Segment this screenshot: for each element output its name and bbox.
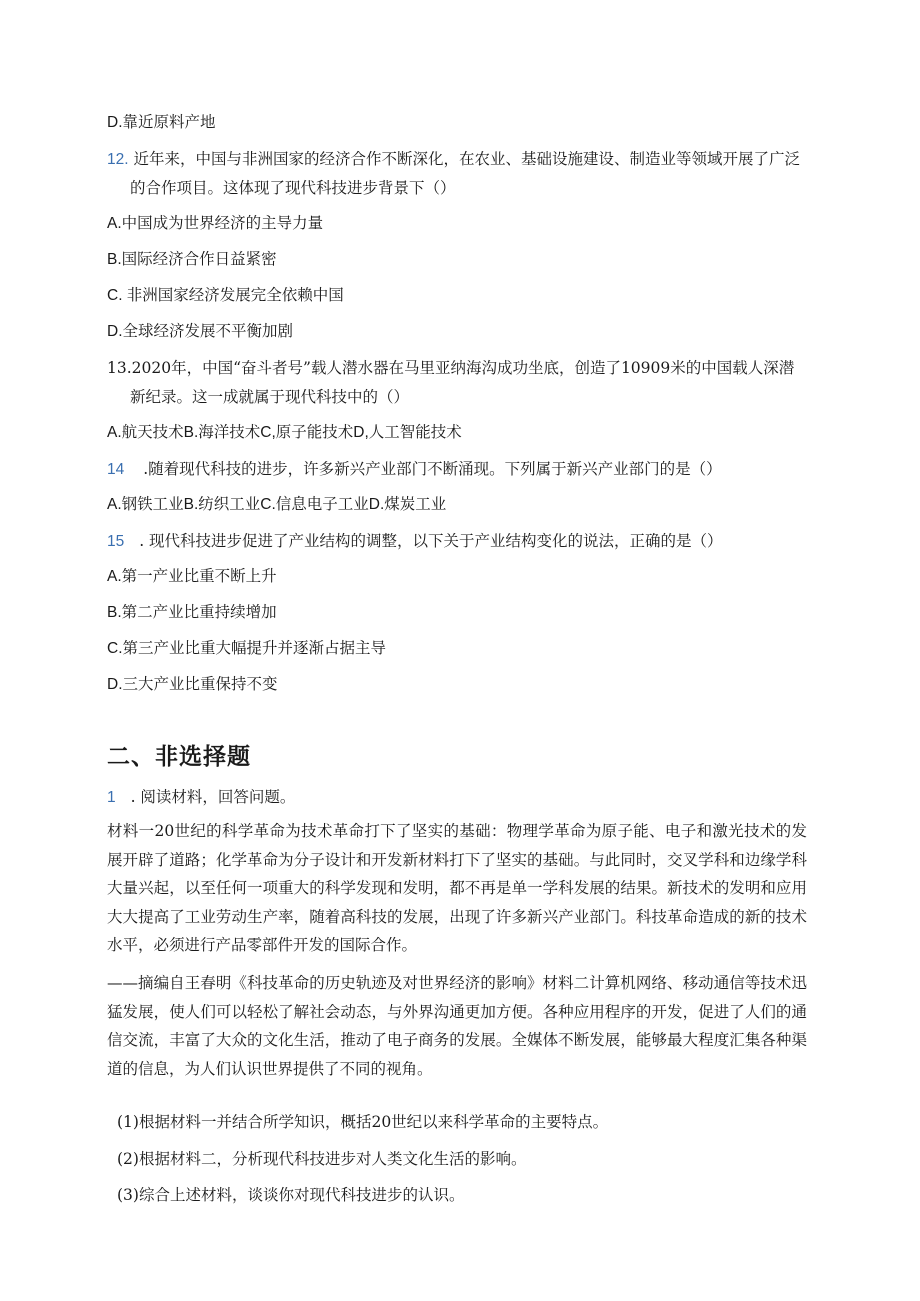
section-heading: 二、非选择题: [107, 744, 251, 770]
q12-stem-line2: 的合作项目。这体现了现代科技进步背景下（）: [130, 179, 456, 197]
q14-stem-text: .随着现代科技的进步，许多新兴产业部门不断涌现。下列属于新兴产业部门的是（）: [143, 460, 722, 478]
q13-stem-line2: 新纪录。这一成就属于现代科技中的（）: [130, 388, 410, 406]
section2-q1-stem: [107, 786, 295, 809]
q12-number: 12.: [107, 151, 129, 168]
q12-option-b: B.国际经济合作日益紧密: [107, 251, 277, 268]
q15-option-a: A.第一产业比重不断上升: [107, 568, 277, 585]
sub-question-2: (2)根据材料二，分析现代科技进步对人类文化生活的影响。: [117, 1150, 527, 1168]
q13-stem-line1: 13.2020年，中国“奋斗者号”载人潜水器在马里亚纳海沟成功坐底，创造了10909米的中国载人深潜: [107, 359, 795, 377]
q15-option-b: B.第二产业比重持续增加: [107, 604, 277, 621]
q12-option-d: D.全球经济发展不平衡加剧: [107, 323, 294, 340]
q14-number: 14: [107, 461, 125, 478]
q12-option-c: C. 非洲国家经济发展完全依赖中国: [107, 287, 344, 304]
sub-question-3: (3)综合上述材料，谈谈你对现代科技进步的认识。: [117, 1186, 465, 1204]
section2-q1-text: . 阅读材料，回答问题。: [130, 788, 296, 806]
q15-stem: [107, 530, 723, 553]
material-one: 材料一20世纪的科学革命为技术革命打下了坚实的基础：物理学革命为原子能、电子和激光技术的发展开辟了道路；化学革命为分子设计和开发新材料打下了坚实的基础。与此同时，交叉学科和边缘学科大量兴起，以至任何一项重大的科学发现和发明，都不再是单一学科发展的结果。新技术的发明和应用大大提高了工业劳动生产率，随着高科技的发展，出现了许多新兴产业部门。科技革命造成的新的技术水平，必须进行产品零部件开发的国际合作。: [107, 822, 807, 954]
material-two: ——摘编自王春明《科技革命的历史轨迹及对世界经济的影响》材料二计算机网络、移动通信等技术迅猛发展，使人们可以轻松了解社会动态，与外界沟通更加方便。各种应用程序的开发，促进了人们的通信交流，丰富了大众的文化生活，推动了电子商务的发展。全媒体不断发展，能够最大程度汇集各种渠道的信息，为人们认识世界提供了不同的视角。: [107, 974, 807, 1078]
q15-stem-text: . 现代科技进步促进了产业结构的调整，以下关于产业结构变化的说法，正确的是（）: [139, 532, 723, 550]
q15-number: 15: [107, 533, 125, 550]
q14-options: A.钢铁工业B.纺织工业C.信息电子工业D.煤炭工业: [107, 496, 447, 513]
q12-stem-line1: [107, 148, 800, 171]
q12-stem-text: 近年来，中国与非洲国家的经济合作不断深化，在农业、基础设施建设、制造业等领域开展了广泛: [133, 150, 801, 168]
q14-stem: [107, 458, 722, 481]
q12-option-a: A.中国成为世界经济的主导力量: [107, 215, 324, 232]
section2-q1-number: 1: [107, 789, 116, 806]
q15-option-d: D.三大产业比重保持不变: [107, 676, 278, 693]
q13-options: A.航天技术B.海洋技术C,原子能技术D,人工智能技术: [107, 424, 462, 441]
q15-option-c: C.第三产业比重大幅提升并逐渐占据主导: [107, 640, 387, 657]
q11-option-d: D.靠近原料产地: [107, 114, 216, 131]
sub-question-1: (1)根据材料一并结合所学知识，概括20世纪以来科学革命的主要特点。: [117, 1113, 609, 1131]
